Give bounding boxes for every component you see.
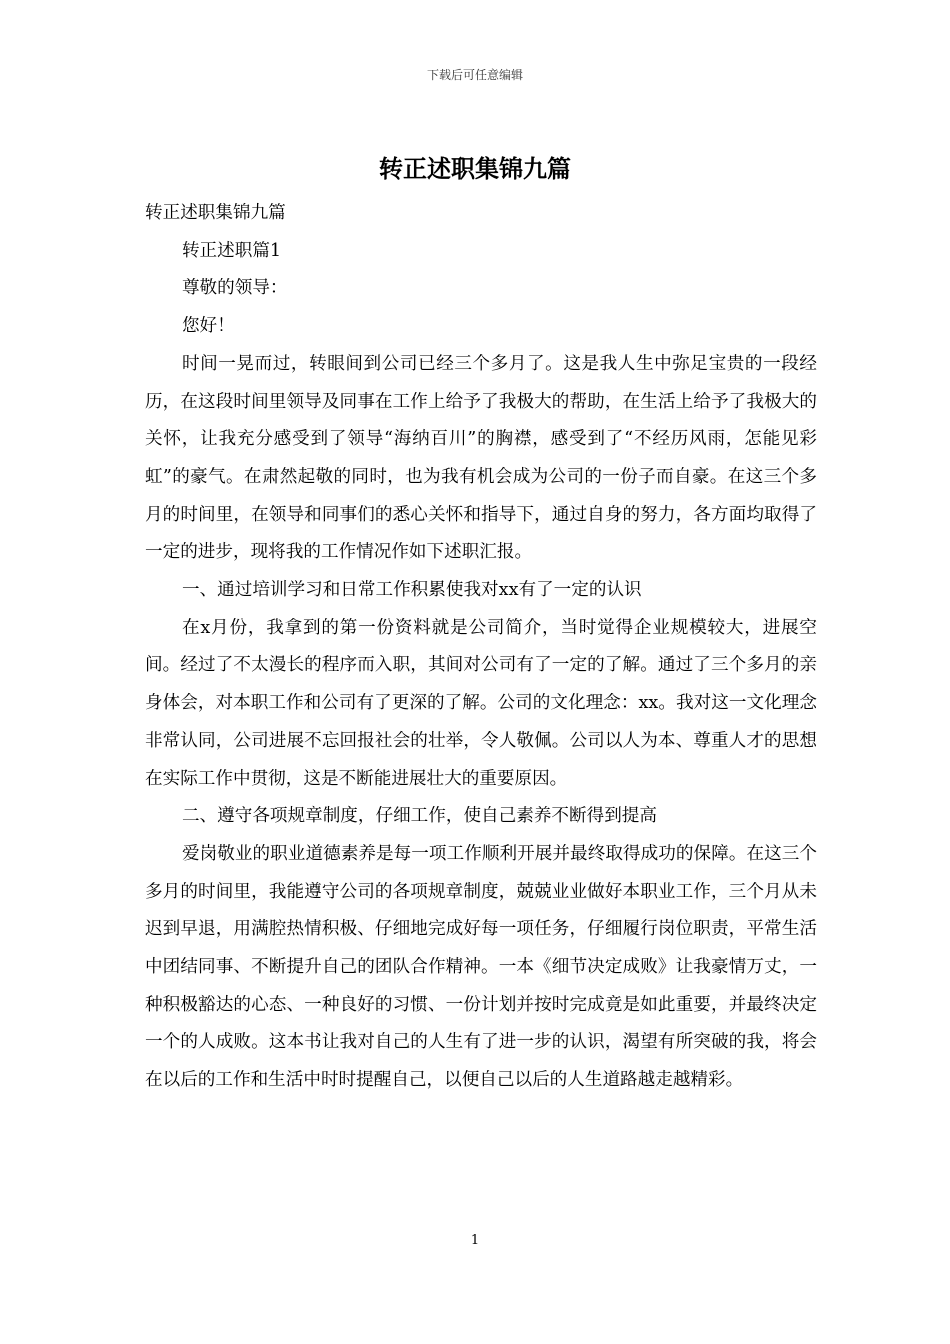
paragraph-heading-one: 一、通过培训学习和日常工作积累使我对xx有了一定的认识: [181, 580, 642, 601]
paragraph-heading-two: 二、遵守各项规章制度，仔细工作，使自己素养不断得到提高: [181, 806, 657, 827]
paragraph-subtitle: 转正述职集锦九篇: [145, 203, 286, 223]
paragraph-salutation: 尊敬的领导：: [181, 278, 288, 299]
document-body: [145, 195, 817, 1100]
paragraph-work-ethic: 爱岗敬业的职业道德素养是每一项工作顺利开展并最终取得成功的保障。在这三个多月的时间里，我能遵守公司的各项规章制度，兢兢业业做好本职业工作，三个月从未迟到早退，用满腔热情积极、仔细地完成好每一项任务，仔细履行岗位职责，平常生活中团结同事、不断提升自己的团队合作精神。一本《细节决定成败》让我豪情万丈，一种积极豁达的心态、一种良好的习惯、一份计划并按时完成竟是如此重要，并最终决定一个的人成败。这本书让我对自己的人生有了进一步的认识，渴望有所突破的我，将会在以后的工作和生活中时时提醒自己，以便自己以后的人生道路越走越精彩。: [145, 843, 817, 1091]
page-number: 1: [470, 1233, 480, 1248]
document-title: 转正述职集锦九篇: [379, 154, 571, 183]
page-header-note: 下载后可任意编辑: [426, 68, 523, 82]
paragraph-greeting: 您好！: [181, 316, 235, 337]
paragraph-section-heading: 转正述职篇1: [181, 240, 282, 261]
paragraph-company-understanding: 在x月份，我拿到的第一份资料就是公司简介，当时觉得企业规模较大，进展空间。经过了不太漫长的程序而入职，其间对公司有了一定的了解。通过了三个多月的亲身体会，对本职工作和公司有了更深的了解。公司的文化理念：xx。我对这一文化理念非常认同，公司进展不忘回报社会的壮举，令人敬佩。公司以人为本、尊重人才的思想在实际工作中贯彻，这是不断能进展壮大的重要原因。: [145, 617, 817, 789]
paragraph-intro: 时间一晃而过，转眼间到公司已经三个多月了。这是我人生中弥足宝贵的一段经历，在这段时间里领导及同事在工作上给予了我极大的帮助，在生活上给予了我极大的关怀，让我充分感受到了领导“海纳百川”的胸襟，感受到了“不经历风雨，怎能见彩虹”的豪气。在肃然起敬的同时，也为我有机会成为公司的一份子而自豪。在这三个多月的时间里，在领导和同事们的悉心关怀和指导下，通过自身的努力，各方面均取得了一定的进步，现将我的工作情况作如下述职汇报。: [145, 353, 817, 563]
